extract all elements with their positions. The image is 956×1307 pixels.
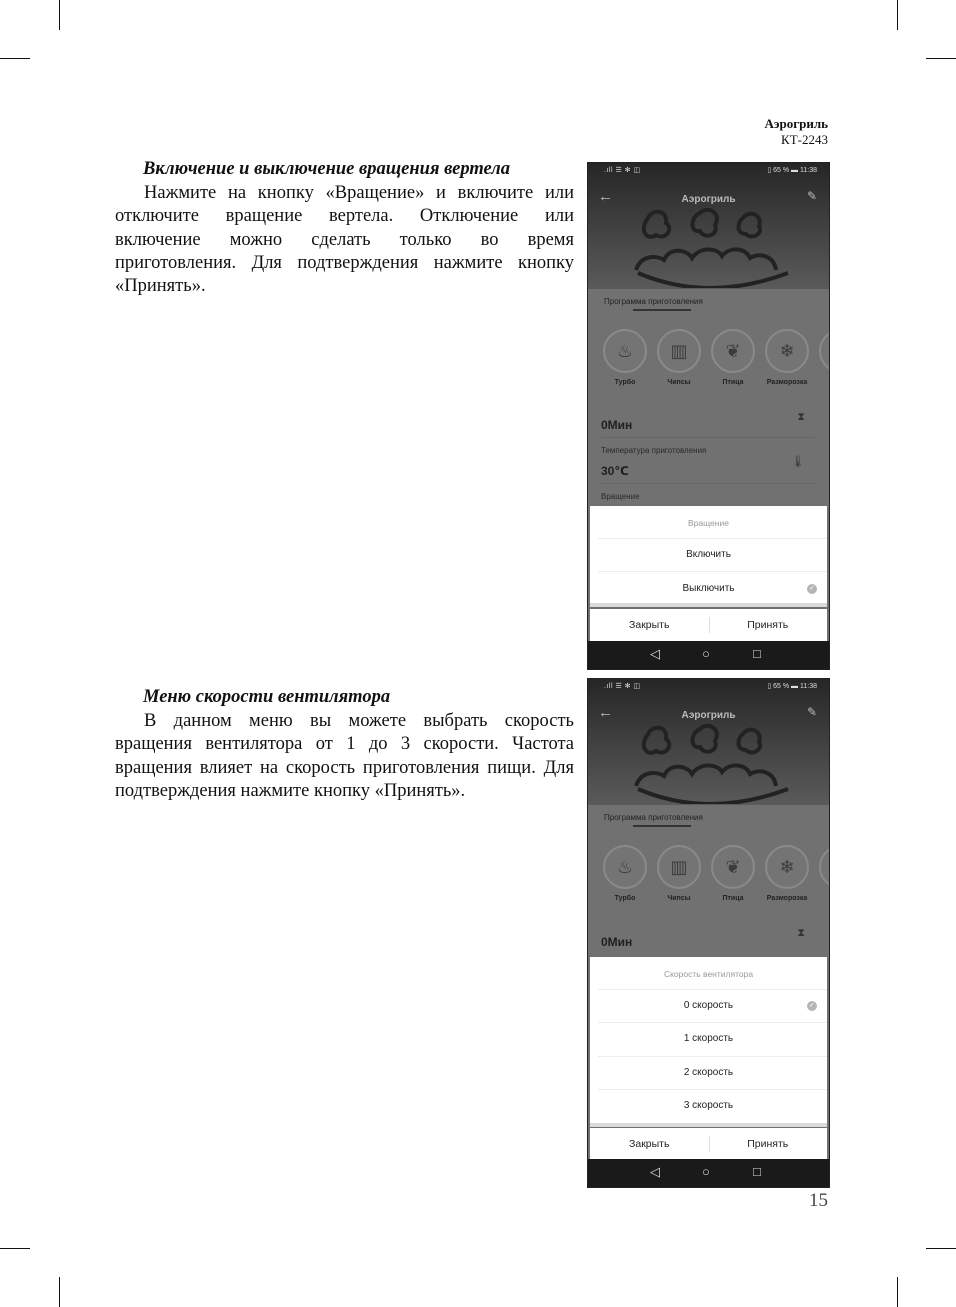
more-program-icon[interactable] xyxy=(819,845,830,889)
section1-text: Нажмите на кнопку «Вращение» и включите или отключите вращение вертела. Отключение или включение можно сделать только во время приготовления. Для подтверждения нажмите кнопку «Принять». xyxy=(115,183,574,297)
nav-back-icon[interactable]: ◁ xyxy=(650,1164,660,1179)
chicken-icon[interactable]: ❦ xyxy=(711,329,755,373)
app-title: Аэрогриль xyxy=(681,710,736,721)
program-label: Птица xyxy=(722,379,744,386)
crop-mark xyxy=(897,0,898,30)
option-speed-0[interactable]: 0 скорость xyxy=(683,1000,734,1011)
status-right: ▯ 65 % ▬ 11:38 xyxy=(767,683,817,690)
popcorn-bowl-illustration xyxy=(628,208,793,288)
section2-title: Меню скорости вентилятора xyxy=(143,687,391,707)
edit-pen-icon[interactable]: ✎ xyxy=(806,705,817,719)
divider xyxy=(598,1056,827,1057)
program-label: Турбо xyxy=(614,379,636,386)
divider xyxy=(598,571,827,572)
separator xyxy=(590,1123,827,1127)
divider xyxy=(601,437,815,438)
sheet-title: Скорость вентилятора xyxy=(663,969,754,979)
status-icons: .ıll ☰ ✻ ◫ xyxy=(604,167,641,174)
app-header xyxy=(588,163,829,289)
program-label: Турбо xyxy=(614,895,636,902)
program-label: Птица xyxy=(722,895,744,902)
section2-text: В данном меню вы можете выбрать скорость вращения вентилятора от 1 до 3 скорости. Частота вращения влияет на скорость приготовления пищи. Для подтверждения нажмите кнопку «Принять». xyxy=(115,711,574,801)
divider xyxy=(598,1089,827,1090)
program-tab[interactable]: Программа приготовления xyxy=(604,813,703,822)
tab-underline xyxy=(633,825,691,827)
time-value[interactable]: 0Мин xyxy=(601,935,633,949)
back-arrow-icon[interactable]: ← xyxy=(598,704,613,721)
option-speed-1[interactable]: 1 скорость xyxy=(683,1033,734,1044)
app-title: Аэрогриль xyxy=(681,194,736,205)
popcorn-bowl-illustration xyxy=(628,724,793,804)
sheet-buttons xyxy=(590,609,827,641)
divider xyxy=(598,538,827,539)
model-number: КТ-2243 xyxy=(781,132,828,147)
option-enable[interactable]: Включить xyxy=(686,549,731,560)
hourglass-icon: ⧗ xyxy=(797,927,805,939)
option-speed-3[interactable]: 3 скорость xyxy=(683,1100,734,1111)
android-nav-bar xyxy=(588,1159,829,1187)
nav-recents-icon[interactable]: □ xyxy=(753,1164,761,1179)
status-icons: .ıll ☰ ✻ ◫ xyxy=(604,683,641,690)
running-header xyxy=(764,116,828,148)
more-program-icon[interactable] xyxy=(819,329,830,373)
program-label: Разморозка xyxy=(766,895,808,902)
battery-level: 65 % xyxy=(773,683,790,690)
sheet-title: Вращение xyxy=(688,518,729,528)
turbo-icon[interactable]: ♨ xyxy=(603,329,647,373)
status-right: ▯ 65 % ▬ 11:38 xyxy=(767,167,817,174)
nav-recents-icon[interactable]: □ xyxy=(753,646,761,661)
check-icon: ✓ xyxy=(807,584,817,594)
time-value[interactable]: 0Мин xyxy=(601,418,633,432)
rotation-sheet xyxy=(590,506,827,603)
divider xyxy=(601,483,815,484)
clock: 11:38 xyxy=(800,683,817,690)
chicken-icon[interactable]: ❦ xyxy=(711,845,755,889)
close-button[interactable]: Закрыть xyxy=(629,1138,670,1150)
clock: 11:38 xyxy=(800,167,817,174)
battery-level: 65 % xyxy=(773,167,790,174)
program-icons xyxy=(598,845,829,915)
edit-pen-icon[interactable]: ✎ xyxy=(806,189,817,203)
accept-button[interactable]: Принять xyxy=(747,619,789,631)
status-bar xyxy=(588,163,829,177)
crop-mark xyxy=(0,58,30,59)
crop-mark xyxy=(0,1248,30,1249)
divider xyxy=(598,989,827,990)
crop-mark xyxy=(59,1277,60,1307)
program-label: Разморозка xyxy=(766,379,808,386)
snowflake-icon[interactable]: ❄ xyxy=(765,845,809,889)
nav-home-icon[interactable]: ○ xyxy=(702,1164,710,1179)
status-bar xyxy=(588,679,829,693)
back-arrow-icon[interactable]: ← xyxy=(598,188,613,205)
accept-button[interactable]: Принять xyxy=(747,1138,789,1150)
temperature-label: Температура приготовления xyxy=(601,446,707,455)
program-label: Чипсы xyxy=(667,895,691,902)
nav-home-icon[interactable]: ○ xyxy=(702,646,710,661)
turbo-icon[interactable]: ♨ xyxy=(603,845,647,889)
phone-screenshot-rotation xyxy=(587,162,830,670)
fan-speed-sheet xyxy=(590,957,827,1124)
app-header xyxy=(588,679,829,805)
sheet-buttons xyxy=(590,1128,827,1160)
program-label: Чипсы xyxy=(667,379,691,386)
program-icons xyxy=(598,329,829,399)
thermometer-icon: 🌡 xyxy=(791,456,805,468)
option-speed-2[interactable]: 2 скорость xyxy=(683,1067,734,1078)
separator xyxy=(590,603,827,607)
temperature-value[interactable]: 30℃ xyxy=(601,464,629,478)
crop-mark xyxy=(926,1248,956,1249)
crop-mark xyxy=(897,1277,898,1307)
product-name: Аэрогриль xyxy=(764,116,828,131)
tab-underline xyxy=(633,309,691,311)
page-number: 15 xyxy=(809,1190,828,1211)
android-nav-bar xyxy=(588,641,829,669)
check-icon: ✓ xyxy=(807,1001,817,1011)
option-disable[interactable]: Выключить xyxy=(682,583,735,594)
crop-mark xyxy=(59,0,60,30)
phone-screenshot-fan-speed xyxy=(587,678,830,1188)
close-button[interactable]: Закрыть xyxy=(629,619,670,631)
crop-mark xyxy=(926,58,956,59)
fries-icon[interactable]: ▥ xyxy=(657,329,701,373)
hourglass-icon: ⧗ xyxy=(797,411,805,423)
snowflake-icon[interactable]: ❄ xyxy=(765,329,809,373)
program-tab[interactable]: Программа приготовления xyxy=(604,297,703,306)
nav-back-icon[interactable]: ◁ xyxy=(650,646,660,661)
fries-icon[interactable]: ▥ xyxy=(657,845,701,889)
divider xyxy=(598,1022,827,1023)
section1-title: Включение и выключение вращения вертела xyxy=(143,159,510,179)
rotation-label[interactable]: Вращение xyxy=(601,492,640,501)
